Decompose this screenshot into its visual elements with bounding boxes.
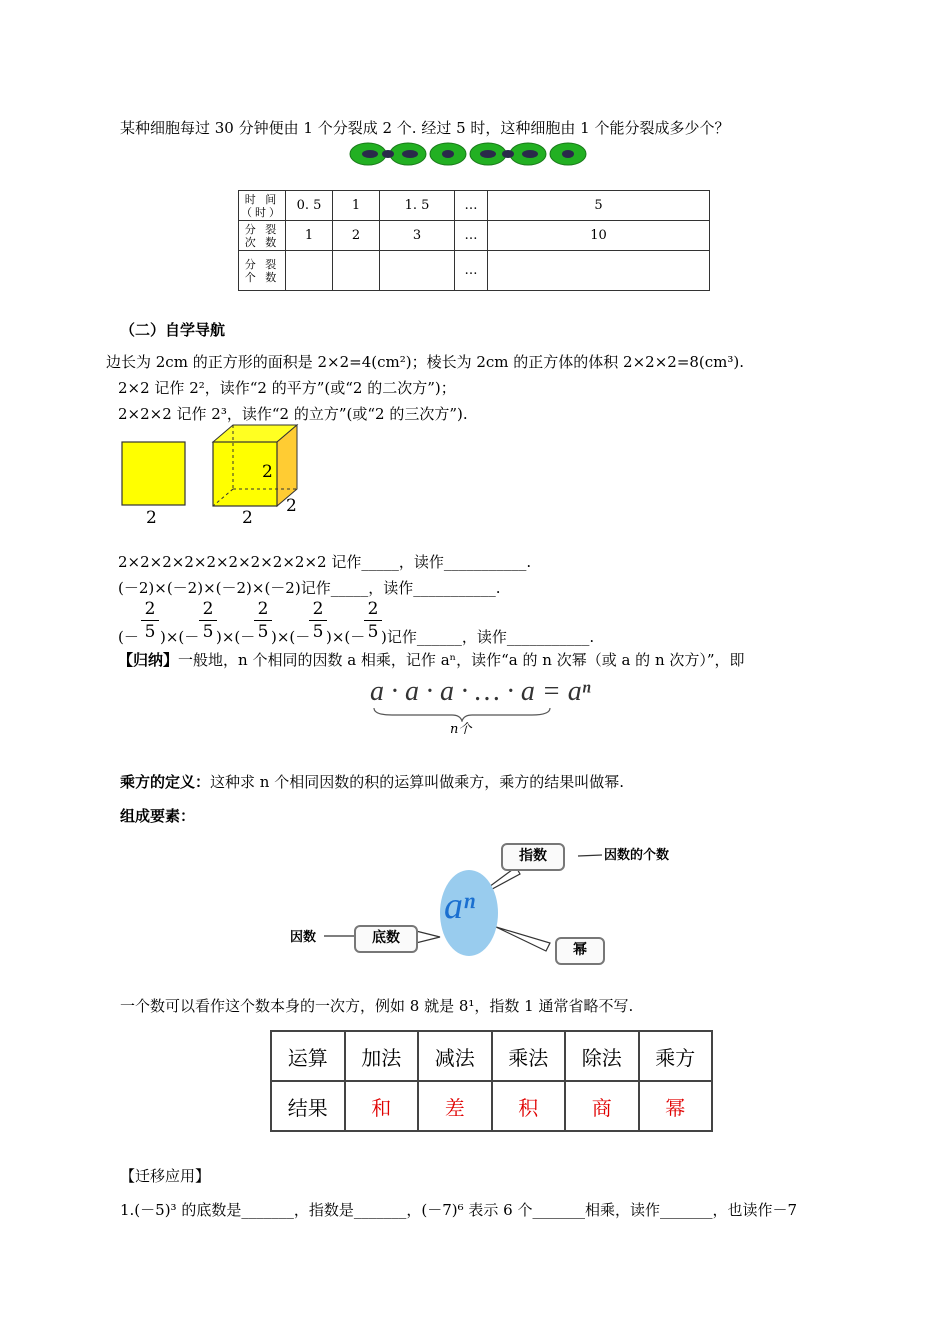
- power-box: 幂: [555, 937, 605, 965]
- summary-text: 一般地，n 个相同的因数 a 相乘，记作 aⁿ，读作“a 的 n 次幂（或 a 的 n 次方）”，即: [178, 651, 745, 669]
- text-line: 2×2×2 记作 2³，读作“2 的立方”(或“2 的三次方”).: [118, 405, 468, 423]
- square-side-label: 2: [146, 508, 157, 528]
- table-cell: 乘方: [639, 1031, 713, 1081]
- square-shape: [122, 442, 185, 505]
- table-cell: 减法: [418, 1031, 492, 1081]
- definition-text: 这种求 n 个相同因数的积的运算叫做乘方，乘方的结果叫做幂.: [210, 773, 624, 791]
- table-row: [271, 1031, 712, 1081]
- definition-label: 乘方的定义：: [120, 773, 211, 791]
- row-label-time: 时 间（时）: [239, 191, 286, 221]
- fraction-numerator: 2: [257, 599, 269, 619]
- table-cell: 结果: [271, 1081, 345, 1131]
- operations-table: [270, 1030, 713, 1132]
- table-cell: 幂: [639, 1081, 713, 1131]
- summary-line: [118, 650, 745, 670]
- table-cell: 1: [333, 191, 380, 221]
- cell-division-table: [238, 190, 710, 291]
- center-power: aⁿ: [444, 885, 475, 927]
- table-cell: 1: [286, 221, 333, 251]
- base-desc: 因数: [290, 930, 317, 945]
- fraction-denominator: 5: [202, 622, 214, 642]
- intro-question: 某种细胞每过 30 分钟便由 1 个分裂成 2 个. 经过 5 时，这种细胞由 1 个能分裂成多少个？: [120, 119, 730, 137]
- fraction-numerator: 2: [144, 599, 156, 619]
- table-row: [271, 1081, 712, 1131]
- cube-height-label: 2: [262, 462, 273, 482]
- exercise-3-part: )×(－: [216, 628, 256, 646]
- table-cell: 2: [333, 221, 380, 251]
- fraction-denominator: 5: [312, 622, 324, 642]
- summary-label: 【归纳】: [118, 651, 179, 669]
- exercise-3-part: )记作______，读作___________.: [381, 628, 595, 646]
- table-cell: …: [455, 191, 488, 221]
- table-cell: …: [455, 251, 488, 291]
- cube-depth-label: 2: [286, 496, 297, 516]
- table-cell: 加法: [345, 1031, 419, 1081]
- table-cell: 0. 5: [286, 191, 333, 221]
- table-row: [239, 221, 710, 251]
- table-cell: 除法: [565, 1031, 639, 1081]
- cell-division-illustration: [348, 140, 600, 170]
- exercise-1: 2×2×2×2×2×2×2×2×2×2 记作_____，读作___________.: [118, 553, 532, 571]
- text-line: 边长为 2cm 的正方形的面积是 2×2=4(cm²)；棱长为 2cm 的正方体的体积 2×2×2=8(cm³).: [106, 353, 745, 371]
- application-question-1: 1.(－5)³ 的底数是_______，指数是_______，(－7)⁶ 表示 6 个_______相乘，读作_______，也读作－7: [120, 1201, 797, 1219]
- table-cell: [380, 251, 455, 291]
- exercise-2: (－2)×(－2)×(－2)×(－2)记作_____，读作___________.: [118, 579, 501, 597]
- text-line: 2×2 记作 2²，读作“2 的平方”(或“2 的二次方”)；: [118, 379, 456, 397]
- table-cell: 和: [345, 1081, 419, 1131]
- square-cube-figure: [110, 420, 310, 530]
- exercise-3-part: )×(－: [271, 628, 311, 646]
- table-cell: [333, 251, 380, 291]
- table-row: [239, 191, 710, 221]
- table-cell: 积: [492, 1081, 566, 1131]
- table-cell: 乘法: [492, 1031, 566, 1081]
- note-line: 一个数可以看作这个数本身的一次方，例如 8 就是 8¹，指数 1 通常省略不写.: [120, 997, 634, 1015]
- section-heading: （二）自学导航: [120, 321, 226, 339]
- brace-label: n个: [450, 722, 472, 737]
- table-cell: 10: [488, 221, 710, 251]
- table-cell: 3: [380, 221, 455, 251]
- table-cell: [488, 251, 710, 291]
- table-row: [239, 251, 710, 291]
- table-cell: 1. 5: [380, 191, 455, 221]
- fraction-denominator: 5: [144, 622, 156, 642]
- row-label-splits: 分 裂 次 数: [239, 221, 286, 251]
- cube-length-label: 2: [242, 508, 253, 528]
- table-cell: 5: [488, 191, 710, 221]
- fraction-numerator: 2: [367, 599, 379, 619]
- power-formula: a · a · a · … · a = aⁿ: [370, 676, 591, 707]
- exercise-3-part: (－: [118, 628, 139, 646]
- table-cell: [286, 251, 333, 291]
- fraction-numerator: 2: [312, 599, 324, 619]
- fraction-numerator: 2: [202, 599, 214, 619]
- fraction-denominator: 5: [257, 622, 269, 642]
- exponent-desc: 因数的个数: [604, 848, 670, 863]
- components-heading: 组成要素：: [120, 807, 196, 825]
- table-cell: 差: [418, 1081, 492, 1131]
- application-heading: 【迁移应用】: [120, 1167, 211, 1185]
- base-box: 底数: [354, 925, 418, 953]
- exercise-3-part: )×(－: [326, 628, 366, 646]
- table-cell: 运算: [271, 1031, 345, 1081]
- definition-line: [120, 772, 624, 792]
- fraction-denominator: 5: [367, 622, 379, 642]
- exercise-3-part: )×(－: [160, 628, 200, 646]
- table-cell: 商: [565, 1081, 639, 1131]
- row-label-count: 分 裂 个 数: [239, 251, 286, 291]
- table-cell: …: [455, 221, 488, 251]
- exponent-box: 指数: [501, 843, 565, 871]
